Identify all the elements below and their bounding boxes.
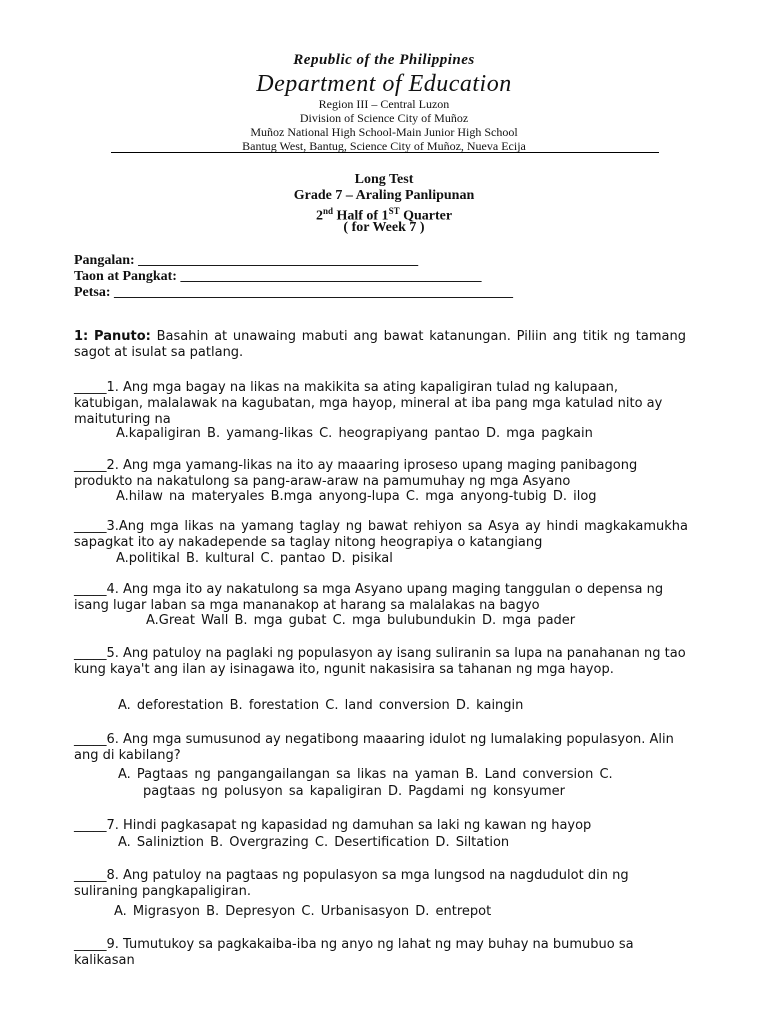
instructions-text: Basahin at unawaing mabuti ang bawat katanungan. Piliin ang titik ng tamang sagot at isulat sa patlang. <box>74 329 686 360</box>
field-date: Petsa: _________________________________________________________ <box>74 285 514 300</box>
question-4: _____4. Ang mga ito ay nakatulong sa mga Asyano upang maging tanggulan o depensa ng isang lugar laban sa mga mananakop at harang sa malalakas na bagyo <box>74 582 664 613</box>
question-8-options: A. Migrasyon B. Depresyon C. Urbanisasyon D. entrepot <box>114 904 492 919</box>
question-6-options: A. Pagtaas ng pangangailangan sa likas na yaman B. Land conversion C. <box>118 767 613 782</box>
question-5: _____5. Ang patuloy na paglaki ng populasyon ay isang suliranin sa lupa na panahanan ng tao kung kaya't ang ilan ay isinagawa ito, ngunit nakasisira sa tahanan ng mga hayop. <box>74 646 686 677</box>
instructions-number: 1: <box>74 329 89 344</box>
question-3-options: A.politikal B. kultural C. pantao D. pisikal <box>116 551 393 566</box>
question-2: _____2. Ang mga yamang-likas na ito ay maaaring iproseso upang maging panibagong produkto na nakatulong sa pang-araw-araw na pamumuhay ng mga Asyano <box>74 458 638 489</box>
header-address <box>0 97 768 153</box>
header-line: Bantug West, Bantug, Science City of Muñoz, Nueva Ecija <box>242 139 526 153</box>
department-heading: Department of Education <box>256 71 512 97</box>
header-line: Muñoz National High School-Main Junior High School <box>250 125 518 139</box>
question-7-options: A. Saliniztion B. Overgrazing C. Desertification D. Siltation <box>118 835 510 850</box>
header-divider <box>111 152 659 153</box>
question-9: _____9. Tumutukoy sa pagkakaiba-iba ng anyo ng lahat ng may buhay na bumubuo sa kalikasan <box>74 937 634 968</box>
header-line: Region III – Central Luzon <box>318 97 450 111</box>
question-2-options: A.hilaw na materyales B.mga anyong-lupa C. mga anyong-tubig D. ilog <box>116 489 597 504</box>
field-name: Pangalan: ________________________________________ <box>74 253 419 268</box>
instructions <box>74 329 686 361</box>
question-8: _____8. Ang patuloy na pagtaas ng populasyon sa mga lungsod na nagdudulot din ng suliraning pangkapaligiran. <box>74 868 629 899</box>
test-subject: Grade 7 – Araling Panlipunan <box>293 188 475 203</box>
header-line: Division of Science City of Muñoz <box>299 111 469 125</box>
question-5-options: A. deforestation B. forestation C. land conversion D. kaingin <box>118 698 524 713</box>
instructions-label: Panuto: <box>94 329 151 344</box>
test-week: ( for Week 7 ) <box>343 220 425 235</box>
republic-heading: Republic of the Philippines <box>293 52 475 68</box>
question-6: _____6. Ang mga sumusunod ay negatibong maaaring idulot ng lumalaking populasyon. Alin ang di kabilang? <box>74 732 674 763</box>
question-1-options: A.kapaligiran B. yamang-likas C. heograpiyang pantao D. mga pagkain <box>116 426 593 441</box>
test-title: Long Test <box>354 172 414 187</box>
field-section: Taon at Pangkat: ___________________________________________ <box>74 269 482 284</box>
question-1: _____1. Ang mga bagay na likas na makikita sa ating kapaligiran tulad ng kalupaan, katubigan, malalawak na kagubatan, mga hayop, mineral at iba pang mga katulad nito ay maituturing na <box>74 380 663 427</box>
test-quarter: 2nd Half of 1ST Quarter <box>315 206 453 224</box>
question-3: _____3.Ang mga likas na yamang taglay ng bawat rehiyon sa Asya ay hindi magkakamukha sapagkat ito ay nakadepende sa taglay nitong heograpiya o katangiang <box>74 519 688 550</box>
question-6-options-cont: pagtaas ng polusyon sa kapaligiran D. Pagdami ng konsyumer <box>143 784 565 799</box>
question-7: _____7. Hindi pagkasapat ng kapasidad ng damuhan sa laki ng kawan ng hayop <box>74 818 592 833</box>
question-4-options: A.Great Wall B. mga gubat C. mga bulubundukin D. mga pader <box>146 613 576 628</box>
